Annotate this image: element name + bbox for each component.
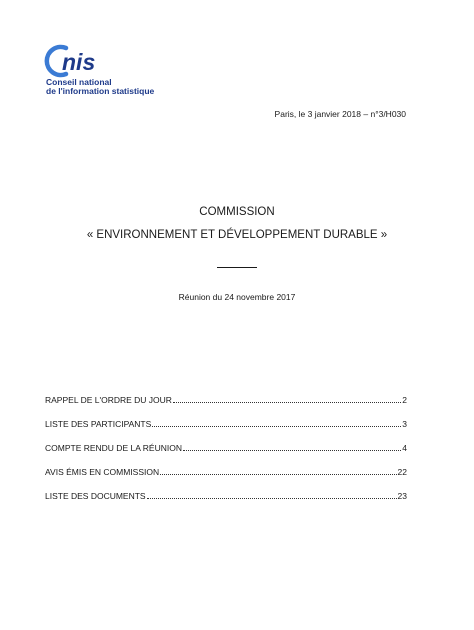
title-line-1: COMMISSION xyxy=(199,206,275,218)
toc-entry-participants[interactable] xyxy=(45,416,407,440)
toc-leader xyxy=(147,488,397,499)
toc-entry-page: 22 xyxy=(397,467,407,477)
cnis-logo xyxy=(44,44,164,96)
toc-entry-ordre-du-jour[interactable] xyxy=(45,392,407,416)
toc-entry-page: 4 xyxy=(402,443,407,453)
table-of-contents xyxy=(45,392,407,512)
toc-leader xyxy=(160,464,396,475)
toc-leader xyxy=(173,392,401,403)
logo-line-1: Conseil national xyxy=(46,77,112,87)
toc-entry-page: 2 xyxy=(402,395,407,405)
toc-leader xyxy=(152,416,401,427)
toc-entry-page: 23 xyxy=(397,491,407,501)
toc-leader xyxy=(183,440,401,451)
toc-entry-avis[interactable] xyxy=(45,464,407,488)
toc-entry-label: RAPPEL DE L'ORDRE DU JOUR xyxy=(45,395,172,405)
title-divider xyxy=(217,267,257,268)
toc-entry-label: LISTE DES DOCUMENTS xyxy=(45,491,146,501)
toc-entry-label: AVIS ÉMIS EN COMMISSION xyxy=(45,467,160,477)
toc-entry-documents[interactable] xyxy=(45,488,407,512)
toc-entry-label: COMPTE RENDU DE LA RÉUNION xyxy=(45,443,182,453)
logo-line-2: de l'information statistique xyxy=(46,86,155,96)
toc-entry-label: LISTE DES PARTICIPANTS xyxy=(45,419,152,429)
toc-entry-page: 3 xyxy=(402,419,407,429)
title-line-2: « ENVIRONNEMENT ET DÉVELOPPEMENT DURABLE » xyxy=(86,229,388,241)
cnis-logo-mark xyxy=(44,44,140,78)
svg-text:nis: nis xyxy=(62,49,96,75)
meeting-date: Réunion du 24 novembre 2017 xyxy=(178,292,296,302)
toc-entry-compte-rendu[interactable] xyxy=(45,440,407,464)
date-reference: Paris, le 3 janvier 2018 – n°3/H030 xyxy=(274,109,406,119)
document-title xyxy=(0,205,474,268)
